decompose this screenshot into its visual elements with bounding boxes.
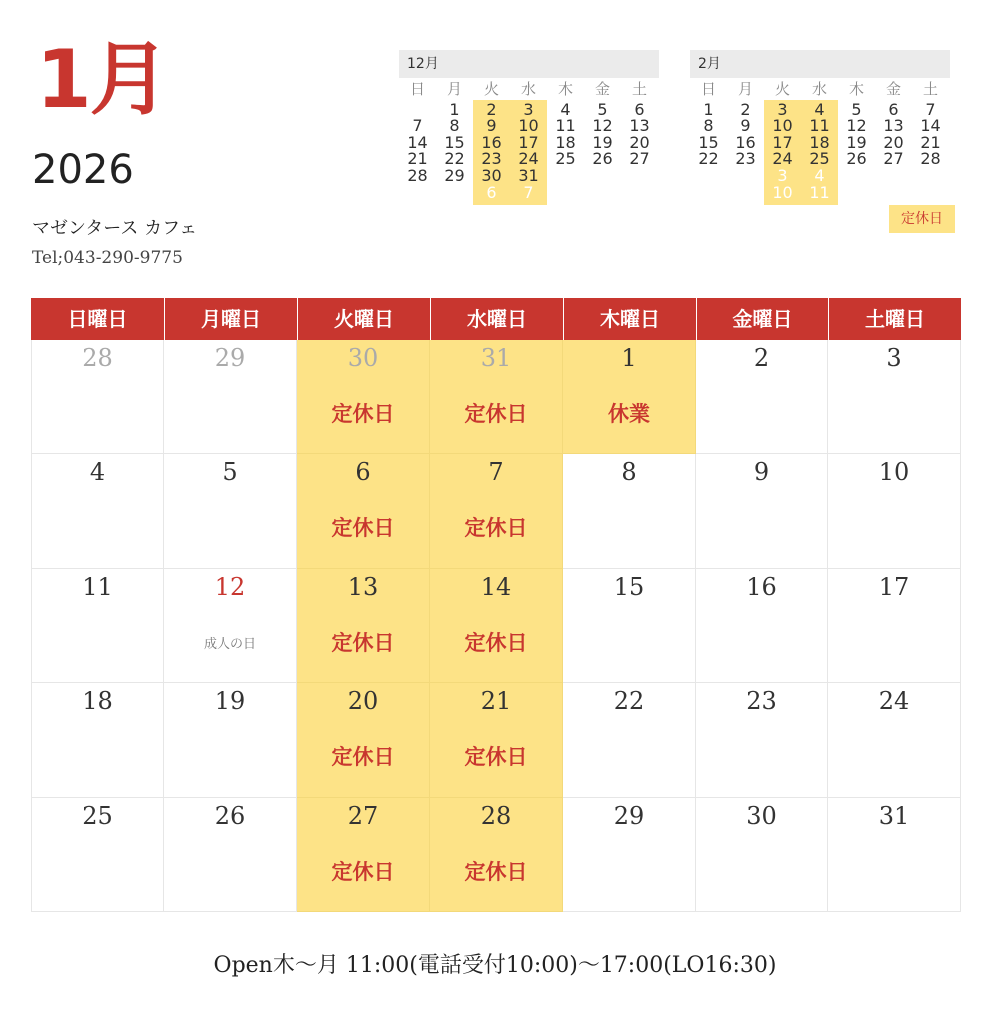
day-number: 7 (488, 458, 504, 487)
day-number: 24 (878, 687, 910, 716)
day-cell (31, 798, 164, 912)
mini-day: 9 (740, 116, 751, 136)
day-cell (297, 798, 430, 912)
closed-note: 定休日 (464, 516, 528, 541)
day-number: 1 (621, 344, 637, 372)
day-number: 22 (613, 687, 645, 716)
day-number: 4 (89, 458, 106, 487)
mini-day: 10 (772, 182, 793, 202)
day-number: 29 (613, 801, 645, 830)
mini-day: 22 (444, 149, 465, 169)
mini-weekday: 火 (483, 80, 499, 98)
day-number: 16 (746, 572, 777, 601)
mini-day: 25 (555, 149, 576, 169)
shop-name: マゼンタース カフェ (32, 218, 198, 239)
weekday-header-cell: 日曜日 (67, 307, 128, 331)
day-number: 13 (347, 572, 379, 601)
mini-day: 6 (634, 99, 645, 119)
mini-day: 25 (809, 149, 830, 169)
mini-day: 20 (629, 132, 650, 152)
mini-weekday: 水 (520, 80, 536, 98)
weekday-header (31, 298, 961, 340)
day-number: 14 (480, 572, 512, 601)
day-cell (563, 798, 696, 912)
mini-day: 23 (735, 149, 756, 169)
day-number: 8 (621, 458, 637, 487)
mini-day: 7 (523, 182, 534, 202)
mini-day: 13 (883, 116, 904, 136)
mini-day: 11 (809, 182, 830, 202)
weekday-header-cell: 木曜日 (563, 298, 696, 340)
closed-day-legend: 定休日 (889, 205, 955, 233)
mini-day: 14 (920, 116, 941, 136)
mini-day: 4 (814, 166, 825, 185)
mini-day: 14 (407, 132, 428, 152)
day-number: 21 (480, 687, 512, 716)
mini-day: 19 (592, 132, 613, 152)
day-number: 23 (746, 687, 777, 716)
closed-note: 定休日 (464, 402, 528, 426)
mini-day: 26 (592, 149, 613, 169)
mini-day: 17 (518, 132, 539, 152)
mini-day: 4 (560, 99, 571, 119)
day-number: 31 (878, 801, 910, 830)
mini-day: 18 (555, 132, 576, 152)
day-cell (696, 798, 828, 912)
mini-day: 9 (486, 116, 497, 136)
day-cell (430, 683, 563, 797)
mini-day: 15 (698, 132, 719, 152)
mini-day: 3 (777, 166, 788, 185)
day-cell (31, 569, 164, 683)
mini-weekday: 金 (885, 80, 901, 98)
mini-day: 11 (809, 116, 830, 136)
closed-note: 定休日 (331, 745, 395, 770)
mini-day: 22 (698, 149, 719, 169)
mini-weekday: 火 (774, 80, 790, 98)
mini-day: 8 (703, 116, 714, 136)
mini-day: 16 (735, 132, 756, 152)
mini-calendar-grid (690, 78, 950, 203)
closed-note: 定休日 (464, 859, 528, 884)
closed-note: 定休日 (331, 516, 395, 541)
mini-weekday: 土 (631, 80, 647, 98)
mini-day: 7 (925, 99, 936, 119)
day-cell (430, 340, 563, 454)
day-cell (696, 340, 828, 454)
day-number: 10 (878, 458, 910, 487)
mini-weekday: 水 (811, 80, 827, 98)
mini-day: 27 (883, 149, 904, 169)
mini-weekday: 木 (848, 80, 864, 98)
day-number: 9 (753, 458, 770, 487)
day-number: 30 (347, 344, 379, 372)
day-number: 29 (214, 344, 246, 372)
day-number: 12 (214, 572, 246, 601)
opening-hours: Open木～月 11:00(電話受付10:00)～17:00(LO16:30) (213, 953, 777, 978)
weekday-header-cell: 水曜日 (430, 298, 563, 340)
year-label: 2026 (32, 147, 134, 193)
mini-calendar-title: 2月 (690, 50, 950, 78)
mini-day: 8 (449, 116, 460, 136)
day-number: 26 (214, 801, 246, 830)
mini-day: 4 (814, 99, 825, 119)
closed-note: 定休日 (464, 745, 528, 770)
mini-day: 18 (809, 132, 830, 152)
mini-day: 12 (592, 116, 613, 136)
day-cell (696, 454, 828, 568)
mini-day: 19 (846, 132, 867, 152)
month-title: 1月 (36, 33, 168, 126)
day-cell (164, 569, 297, 683)
mini-day: 21 (407, 149, 428, 169)
day-cell (563, 340, 696, 454)
day-cell (164, 683, 297, 797)
phone-number: Tel;043-290-9775 (32, 248, 183, 268)
day-cell (696, 569, 828, 683)
weekday-header-cell: 月曜日 (164, 298, 297, 340)
day-cell (563, 454, 696, 568)
month-calendar (31, 298, 961, 912)
mini-day: 5 (851, 99, 862, 119)
day-cell (164, 454, 297, 568)
mini-day: 24 (518, 149, 539, 169)
calendar-grid (31, 340, 961, 912)
day-number: 17 (878, 572, 910, 601)
mini-day: 16 (481, 132, 502, 152)
day-cell (297, 569, 430, 683)
day-cell (430, 454, 563, 568)
weekday-header-cell: 土曜日 (828, 298, 961, 340)
day-number: 18 (82, 687, 113, 716)
day-cell (31, 683, 164, 797)
day-cell (828, 798, 961, 912)
mini-day: 6 (486, 182, 497, 202)
mini-day: 20 (883, 132, 904, 152)
mini-calendar-december (399, 50, 659, 203)
mini-calendar-grid (399, 78, 659, 203)
mini-day: 3 (523, 99, 534, 119)
mini-day: 27 (629, 149, 650, 169)
day-number: 3 (886, 344, 902, 372)
mini-day: 12 (846, 116, 867, 136)
day-cell (297, 340, 430, 454)
mini-day: 29 (444, 166, 465, 185)
day-number: 30 (746, 801, 777, 830)
day-cell (31, 340, 164, 454)
closed-note: 定休日 (331, 630, 395, 655)
day-cell (828, 340, 961, 454)
day-number: 28 (82, 344, 113, 372)
mini-weekday: 木 (557, 80, 573, 98)
mini-weekday: 月 (737, 80, 753, 98)
weekday-header-cell: 金曜日 (696, 298, 828, 340)
mini-calendar-title: 12月 (399, 50, 659, 78)
mini-day: 11 (555, 116, 576, 136)
mini-day: 23 (481, 149, 502, 169)
day-cell (828, 683, 961, 797)
day-number: 6 (355, 458, 371, 487)
mini-day: 21 (920, 132, 941, 152)
day-cell (31, 454, 164, 568)
mini-day: 3 (777, 99, 788, 119)
mini-day: 24 (772, 149, 793, 169)
mini-day: 2 (486, 99, 497, 119)
mini-day: 7 (412, 116, 423, 136)
day-cell (696, 683, 828, 797)
day-cell (297, 454, 430, 568)
mini-calendar-february (690, 50, 950, 203)
closed-note: 定休日 (331, 859, 395, 884)
day-number: 28 (480, 801, 512, 830)
mini-day: 15 (444, 132, 465, 152)
day-cell (164, 798, 297, 912)
mini-weekday: 日 (409, 80, 425, 98)
day-cell (828, 454, 961, 568)
day-cell (430, 569, 563, 683)
mini-day: 1 (703, 99, 714, 119)
day-number: 31 (480, 344, 512, 372)
day-number: 2 (753, 344, 770, 372)
day-number: 19 (214, 687, 246, 716)
mini-day: 13 (629, 116, 650, 136)
mini-day: 5 (597, 99, 608, 119)
closed-note: 休業 (608, 402, 650, 426)
closed-note: 定休日 (331, 402, 395, 426)
day-cell (297, 683, 430, 797)
day-number: 15 (613, 572, 645, 601)
mini-day: 30 (481, 166, 502, 185)
day-cell (828, 569, 961, 683)
day-cell (430, 798, 563, 912)
day-number: 5 (222, 458, 238, 487)
day-number: 27 (347, 801, 379, 830)
mini-weekday: 土 (922, 80, 938, 98)
mini-day: 10 (772, 116, 793, 136)
day-cell (563, 569, 696, 683)
holiday-label: 成人の日 (203, 636, 256, 652)
day-cell (164, 340, 297, 454)
mini-weekday: 月 (446, 80, 462, 98)
weekday-header-cell: 火曜日 (297, 298, 430, 340)
mini-day: 28 (407, 166, 428, 185)
mini-day: 31 (518, 166, 539, 185)
mini-day: 26 (846, 149, 867, 169)
day-number: 20 (347, 687, 379, 716)
mini-day: 10 (518, 116, 539, 136)
mini-weekday: 日 (700, 80, 716, 98)
mini-day: 1 (449, 99, 460, 119)
closed-note: 定休日 (464, 630, 528, 655)
mini-day: 17 (772, 132, 793, 152)
mini-day: 28 (920, 149, 941, 169)
mini-weekday: 金 (594, 80, 610, 98)
day-number: 25 (82, 801, 113, 830)
mini-day: 2 (740, 99, 751, 119)
day-number: 11 (82, 572, 113, 601)
mini-day: 6 (888, 99, 899, 119)
day-cell (563, 683, 696, 797)
